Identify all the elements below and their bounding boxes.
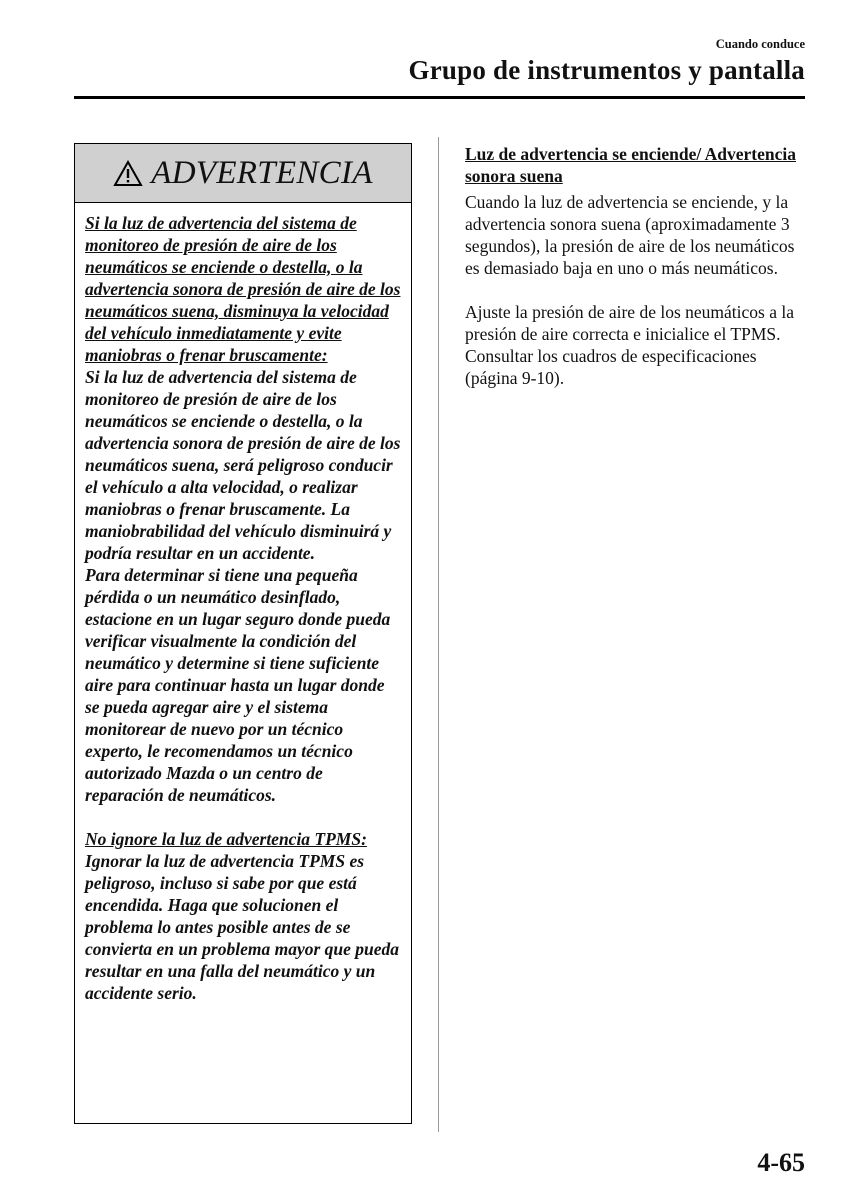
right-paragraph-2: Ajuste la presión de aire de los neumáticos a la presión de aire correcta e inicialice el TPMS. Consultar los cuadros de especificaciones (página 9-10). [465,302,794,388]
warning-title: ADVERTENCIA [151,154,373,191]
section-label: Cuando conduce [715,37,805,51]
warning-heading-2: No ignore la luz de advertencia TPMS: [85,829,367,849]
warning-triangle-icon [113,160,143,187]
page-title: Grupo de instrumentos y pantalla [408,55,805,85]
column-divider [438,137,439,1132]
warning-box [74,143,412,1124]
warning-text-2: Para determinar si tiene una pequeña pérdida o un neumático desinflado, estacione en un lugar seguro donde pueda verificar visualmente la condición del neumático y determine si tiene suficiente aire para continuar hasta un lugar donde se pueda agregar aire y el sistema monitorear de nuevo por un técnico experto, le recomendamos un técnico autorizado Mazda o un centro de reparación de neumáticos. [85,565,391,805]
page-number: 4-65 [757,1148,805,1177]
warning-text-1: Si la luz de advertencia del sistema de monitoreo de presión de aire de los neumáticos se enciende o destella, o la advertencia sonora de presión de aire de los neumáticos suena, será peligroso conducir el vehículo a alta velocidad, o realizar maniobras o frenar bruscamente. La maniobrabilidad del vehículo disminuirá y podría resultar en un accidente. [85,367,401,563]
warning-text-3: Ignorar la luz de advertencia TPMS es peligroso, incluso si sabe por que está encendida. Haga que solucionen el problema lo antes posible antes de se convierta en un problema mayor que pueda resultar en una falla del neumático y un accidente serio. [85,851,400,1003]
right-subheading: Luz de advertencia se enciende/ Advertencia sonora suena [465,144,796,186]
warning-body [75,203,411,1004]
right-column [465,143,810,389]
warning-header [75,144,411,203]
header-rule [74,96,805,99]
warning-heading-1: Si la luz de advertencia del sistema de monitoreo de presión de aire de los neumáticos se enciende o destella, o la advertencia sonora de presión de aire de los neumáticos suena, disminuya la velocidad del vehículo inmediatamente y evite maniobras o frenar bruscamente: [85,213,401,365]
right-paragraph-1: Cuando la luz de advertencia se enciende, y la advertencia sonora suena (aproximadamente 3 segundos), la presión de aire de los neumáticos es demasiado baja en uno o más neumáticos. [465,192,795,278]
